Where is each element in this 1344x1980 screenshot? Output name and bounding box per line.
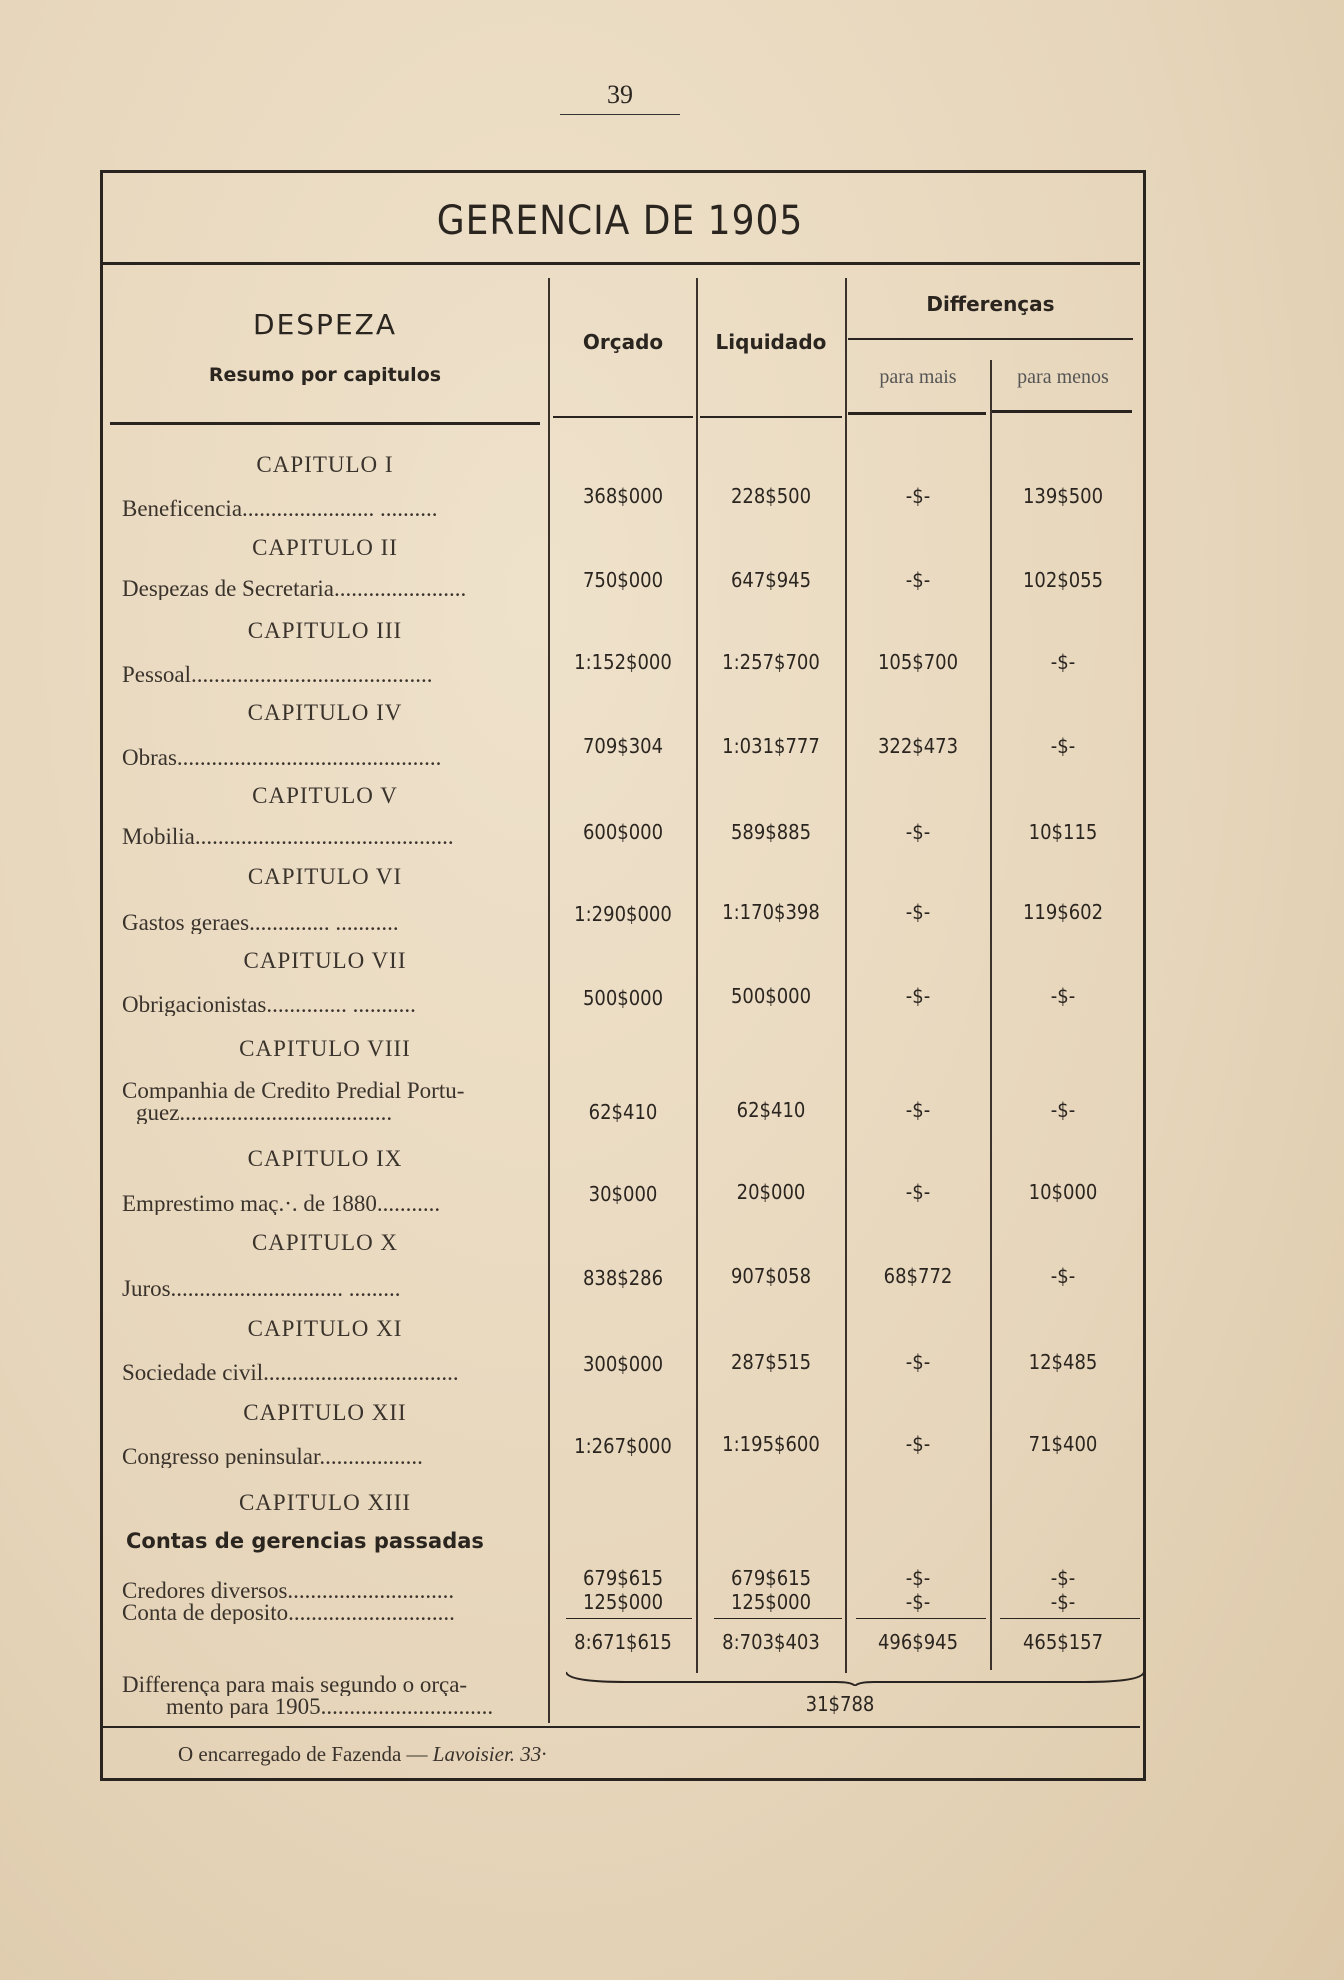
cell-para-mais: -$- [905, 1566, 931, 1590]
row-label: Pessoal.......................................... [122, 664, 433, 686]
differencas-rule [848, 338, 1133, 340]
chapter-heading: CAPITULO VIII [239, 1036, 411, 1061]
total-para-menos: 465$157 [1022, 1630, 1104, 1654]
row-label: Obras.............................................. [122, 747, 442, 769]
signature-text: Lavoisier. 33· [432, 1742, 547, 1766]
row-label: Congresso peninsular.................. [122, 1446, 423, 1468]
chapter-heading: CAPITULO XIII [238, 1490, 412, 1515]
cell-orcado: 1:152$000 [574, 650, 672, 674]
cell-para-mais: -$- [905, 568, 931, 592]
subtotal-rule-menos [1000, 1618, 1140, 1619]
chapter-heading: CAPITULO II [252, 535, 398, 560]
cell-orcado: 1:267$000 [574, 1434, 672, 1458]
header-para-menos: para menos [1017, 366, 1109, 388]
row-label: Mobilia............................................. [122, 826, 454, 848]
section-heading: Contas de gerencias passadas [126, 1529, 484, 1553]
cell-para-menos: 12$485 [1028, 1350, 1098, 1374]
cell-para-menos: -$- [1050, 650, 1076, 674]
difference-label: Differença para mais segundo o orça- [122, 1674, 468, 1696]
cell-liquidado: 1:257$700 [722, 650, 820, 674]
cell-para-menos: 139$500 [1022, 484, 1104, 508]
row-label: Juros.............................. ......... [122, 1278, 401, 1300]
cell-orcado: 679$615 [582, 1566, 664, 1590]
row-label: Emprestimo maç.·. de 1880........... [122, 1193, 441, 1215]
header-liquidado: Liquidado [715, 330, 827, 354]
cell-liquidado: 907$058 [730, 1264, 812, 1288]
difference-value: 31$788 [805, 1692, 875, 1716]
cell-para-mais: 105$700 [877, 650, 959, 674]
header-rule-mais [848, 412, 986, 415]
chapter-heading: CAPITULO VII [243, 948, 407, 973]
footer-signature [178, 1742, 547, 1767]
cell-para-mais: -$- [905, 820, 931, 844]
cell-orcado: 1:290$000 [574, 902, 672, 926]
subtotal-rule-mais [856, 1618, 986, 1619]
col-divider-3 [845, 278, 847, 1673]
header-rule-liquidado [700, 416, 842, 418]
subtotal-rule-orcado [566, 1618, 692, 1619]
cell-orcado: 368$000 [582, 484, 664, 508]
cell-para-mais: -$- [905, 1432, 931, 1456]
header-rule-menos [992, 410, 1132, 413]
total-orcado: 8:671$615 [574, 1630, 672, 1654]
cell-orcado: 750$000 [582, 568, 664, 592]
row-label: Despezas de Secretaria....................... [122, 578, 467, 600]
chapter-heading: CAPITULO III [247, 618, 403, 643]
chapter-heading: CAPITULO IV [247, 700, 403, 725]
chapter-heading: CAPITULO X [251, 1230, 399, 1255]
row-label: Companhia de Credito Predial Portu- [122, 1080, 465, 1102]
chapter-heading: CAPITULO XI [247, 1316, 403, 1341]
cell-para-menos: 10$000 [1028, 1180, 1098, 1204]
cell-para-menos: -$- [1050, 984, 1076, 1008]
cell-orcado: 300$000 [582, 1352, 664, 1376]
cell-liquidado: 125$000 [730, 1590, 812, 1614]
cell-para-menos: -$- [1050, 1264, 1076, 1288]
cell-para-menos: -$- [1050, 734, 1076, 758]
header-despeza: DESPEZA [253, 308, 397, 341]
header-resumo: Resumo por capitulos [208, 364, 442, 386]
chapter-heading: CAPITULO VI [247, 864, 403, 889]
cell-liquidado: 1:031$777 [722, 734, 820, 758]
cell-orcado: 30$000 [588, 1182, 658, 1206]
cell-orcado: 62$410 [588, 1100, 658, 1124]
footer-text: O encarregado de Fazenda — [178, 1742, 433, 1766]
total-liquidado: 8:703$403 [722, 1630, 820, 1654]
cell-para-menos: 10$115 [1028, 820, 1098, 844]
cell-para-mais: -$- [905, 484, 931, 508]
cell-liquidado: 1:170$398 [722, 900, 820, 924]
cell-liquidado: 62$410 [736, 1098, 806, 1122]
cell-liquidado: 287$515 [730, 1350, 812, 1374]
col-divider-2 [696, 278, 698, 1673]
cell-orcado: 838$286 [582, 1266, 664, 1290]
cell-para-menos: 119$602 [1022, 900, 1104, 924]
row-label-continued: guez..................................... [136, 1102, 393, 1124]
difference-label-continued: mento para 1905.............................. [166, 1696, 494, 1718]
row-label: Gastos geraes.............. ........... [122, 912, 399, 934]
cell-liquidado: 228$500 [730, 484, 812, 508]
row-label: Beneficencia....................... .......... [122, 498, 438, 520]
cell-para-mais: -$- [905, 1350, 931, 1374]
row-label: Credores diversos............................. [122, 1580, 455, 1602]
cell-liquidado: 589$885 [730, 820, 812, 844]
header-orcado: Orçado [582, 330, 664, 354]
cell-orcado: 709$304 [582, 734, 664, 758]
cell-liquidado: 20$000 [736, 1180, 806, 1204]
chapter-heading: CAPITULO I [256, 452, 394, 477]
header-rule-orcado [553, 416, 693, 418]
col-divider-1 [548, 278, 550, 1723]
cell-para-mais: -$- [905, 1180, 931, 1204]
header-para-mais: para mais [879, 366, 957, 388]
subtotal-rule-liquidado [714, 1618, 842, 1619]
row-label: Obrigacionistas.............. ........... [122, 994, 416, 1016]
cell-para-mais: 68$772 [883, 1264, 953, 1288]
cell-para-mais: -$- [905, 900, 931, 924]
cell-para-mais: 322$473 [877, 734, 959, 758]
header-rule-label [110, 422, 540, 425]
cell-liquidado: 1:195$600 [722, 1432, 820, 1456]
cell-liquidado: 500$000 [730, 984, 812, 1008]
cell-para-mais: -$- [905, 1098, 931, 1122]
cell-para-mais: -$- [905, 984, 931, 1008]
difference-brace [566, 1670, 1144, 1686]
chapter-heading: CAPITULO V [252, 783, 398, 808]
cell-para-menos: -$- [1050, 1566, 1076, 1590]
cell-para-mais: -$- [905, 1590, 931, 1614]
cell-para-menos: 102$055 [1022, 568, 1104, 592]
cell-orcado: 125$000 [582, 1590, 664, 1614]
page-number: 39 [560, 80, 680, 115]
cell-para-menos: 71$400 [1028, 1432, 1098, 1456]
total-para-mais: 496$945 [877, 1630, 959, 1654]
footer-rule [103, 1726, 1140, 1728]
col-divider-4 [990, 360, 992, 1670]
row-label: Conta de deposito............................. [122, 1602, 455, 1624]
page-title: GERENCIA DE 1905 [436, 198, 804, 244]
cell-liquidado: 679$615 [730, 1566, 812, 1590]
cell-orcado: 600$000 [582, 820, 664, 844]
cell-para-menos: -$- [1050, 1590, 1076, 1614]
header-differencas: Differenças [926, 292, 1055, 316]
chapter-heading: CAPITULO IX [247, 1146, 403, 1171]
cell-liquidado: 647$945 [730, 568, 812, 592]
row-label: Sociedade civil.................................. [122, 1362, 459, 1384]
cell-para-menos: -$- [1050, 1098, 1076, 1122]
chapter-heading: CAPITULO XII [243, 1400, 407, 1425]
cell-orcado: 500$000 [582, 986, 664, 1010]
title-rule [103, 262, 1140, 265]
